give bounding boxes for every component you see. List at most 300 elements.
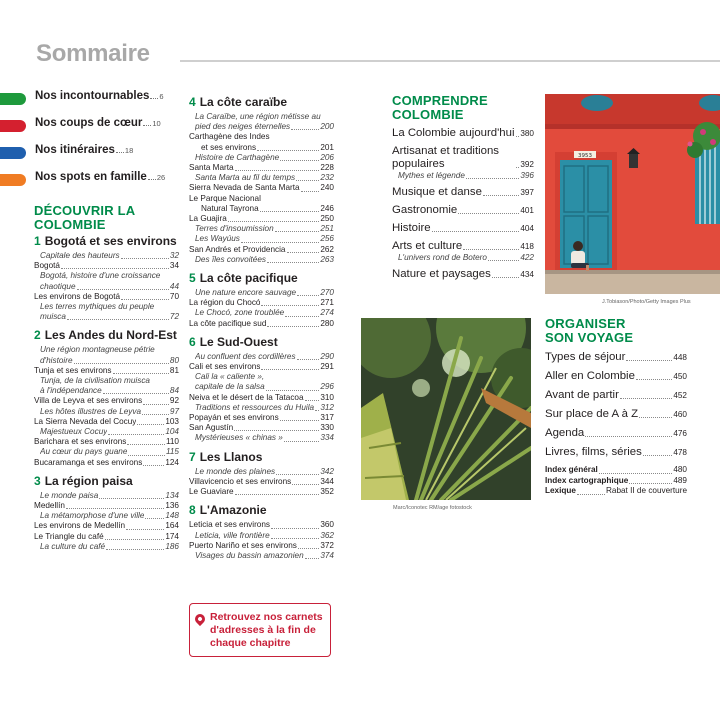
- understand-page: 397: [520, 188, 534, 198]
- toc-entry-page: 274: [320, 308, 334, 318]
- region-name: La côte caraïbe: [199, 95, 288, 109]
- index-page: 489: [673, 475, 687, 485]
- toc-entry-text: La Guajira: [189, 214, 227, 224]
- toc-leader: [271, 538, 320, 539]
- toc-entry: [189, 531, 334, 541]
- toc-entry-page: 124: [165, 457, 179, 467]
- toc-entry-text: Les Wayúus: [195, 234, 240, 244]
- photo-credit-2: Marc/Iconotec RM/age fotostock: [393, 505, 472, 511]
- organize-text: Types de séjour: [545, 351, 626, 363]
- toc-entry: [189, 433, 334, 443]
- toc-entry-page: 271: [320, 298, 334, 308]
- toc-entry-text: Une région montagneuse pétrie: [40, 345, 155, 355]
- toc-entry-text: Tunja, de la civilisation muisca: [40, 376, 150, 386]
- toc-leader: [103, 393, 169, 394]
- toc-entry-page: 240: [320, 183, 334, 193]
- toc-entry-text: Une nature encore sauvage: [195, 288, 297, 298]
- toc-leader: [298, 548, 319, 549]
- toc-entry-text: Le Guaviare: [189, 487, 234, 497]
- toc-leader: [145, 518, 164, 519]
- toc-entry-text: Le Chocó, zone troublée: [195, 308, 285, 318]
- toc-entry-page: 344: [320, 476, 334, 486]
- toc-leader: [66, 508, 164, 509]
- region-number: 7: [189, 449, 196, 464]
- toc-leader: [585, 436, 672, 437]
- understand-item: [392, 145, 534, 181]
- toc-entry-page: 186: [165, 541, 179, 551]
- toc-entry: [34, 366, 179, 376]
- toc-entry-page: 352: [320, 487, 334, 497]
- toc-entry: [189, 153, 334, 163]
- address-note-text: Retrouvez nos carnets d'adresses à la fin de chaque chapitre: [210, 611, 323, 649]
- tag-color-bar: [0, 147, 26, 159]
- toc-leader: [629, 483, 672, 484]
- region-number: 2: [34, 328, 41, 343]
- tag-label: [35, 117, 161, 129]
- door-photo: [545, 94, 720, 294]
- toc-entry-text: Histoire de Carthagène: [195, 152, 280, 162]
- understand-page: 404: [520, 224, 534, 234]
- region-number: 1: [34, 234, 41, 248]
- title-rule: [180, 60, 720, 62]
- toc-entry-text: Les environs de Medellín: [34, 521, 126, 531]
- toc-entry-page: 70: [169, 291, 179, 301]
- understand-item: [392, 127, 534, 140]
- toc-entry: [189, 319, 334, 329]
- toc-leader: [287, 252, 320, 253]
- toc-entry-text: Barichara et ses environs: [34, 437, 127, 447]
- toc-entry: [189, 234, 334, 244]
- regions-column-b: [189, 92, 334, 561]
- toc-entry-page: 115: [165, 447, 179, 457]
- toc-leader: [280, 160, 319, 161]
- toc-entry-page: 334: [320, 433, 334, 443]
- toc-entry-text: Villa de Leyva et ses environs: [34, 396, 143, 406]
- toc-entry-text: muisca: [40, 312, 66, 322]
- index-text: Index cartographique: [545, 475, 629, 485]
- understand-text: Musique et danse: [392, 186, 482, 199]
- toc-entry: [189, 122, 334, 132]
- toc-entry-text: La Caraïbe, une région métisse au: [195, 112, 321, 121]
- toc-leader: [284, 441, 320, 442]
- understand-list: [392, 127, 534, 281]
- organize-entry: [545, 408, 687, 421]
- toc-leader: [432, 231, 520, 232]
- toc-leader: [297, 295, 319, 296]
- toc-entry-text: Les terres mythiques du peuple: [40, 302, 155, 312]
- toc-leader: [257, 150, 319, 151]
- toc-entry: [189, 288, 334, 298]
- toc-leader: [271, 528, 319, 529]
- feature-tag: [0, 171, 176, 198]
- toc-entry-text: Majestueux Cocuy: [40, 427, 108, 437]
- toc-entry: [189, 467, 334, 477]
- toc-entry-text: Santa Marta au fil du temps: [195, 173, 296, 183]
- tag-color-bar: [0, 120, 26, 132]
- toc-leader: [620, 398, 672, 399]
- toc-leader: [235, 494, 320, 495]
- toc-entry: [189, 173, 334, 183]
- photo-credit-1: J.Tobiason/Photo/Getty Images Plus: [602, 299, 691, 305]
- toc-entry-text: Le Parque Nacional: [189, 193, 261, 203]
- organize-text: Sur place de A à Z: [545, 408, 639, 420]
- toc-entry: [34, 521, 179, 531]
- toc-entry-text: Capitale des hauteurs: [40, 251, 120, 260]
- index-entry: [545, 465, 687, 476]
- toc-leader: [266, 390, 320, 391]
- organize-text: Livres, films, séries: [545, 446, 642, 458]
- toc-entry-page: 246: [320, 203, 334, 213]
- toc-entry-page: 251: [320, 224, 334, 234]
- tag-page: 18: [124, 146, 134, 155]
- toc-entry-text: Visages du bassin amazonien: [195, 550, 304, 560]
- understand-subentry: [392, 171, 534, 181]
- understand-item: [392, 268, 534, 281]
- toc-leader: [77, 289, 169, 290]
- toc-leader: [305, 400, 320, 401]
- toc-entry: [189, 541, 334, 551]
- toc-entry: [189, 194, 334, 204]
- toc-entry: [189, 204, 334, 214]
- toc-entry: [34, 282, 179, 292]
- tag-color-bar: [0, 174, 26, 186]
- toc-leader: [297, 359, 320, 360]
- toc-entry-page: 342: [320, 466, 334, 476]
- organize-page: 448: [673, 353, 687, 362]
- toc-entry-text: Au confluent des cordillères: [195, 351, 296, 361]
- toc-leader: [61, 268, 169, 269]
- toc-entry-text: Les environs de Bogotá: [34, 291, 121, 301]
- region-heading: [34, 474, 179, 491]
- toc-entry-text: Bogotá, histoire d'une croissance: [40, 271, 161, 281]
- toc-entry-page: 228: [320, 163, 334, 173]
- organize-entry: [545, 427, 687, 440]
- toc-entry-page: 44: [169, 281, 179, 291]
- organize-entry: [545, 351, 687, 364]
- toc-entry: [189, 214, 334, 224]
- toc-entry: [189, 423, 334, 433]
- toc-entry-page: 174: [165, 531, 179, 541]
- toc-entry-text: Leticia, ville frontière: [195, 530, 270, 540]
- feature-tags: [0, 90, 176, 198]
- toc-leader: [267, 262, 319, 263]
- organize-page: 460: [673, 410, 687, 419]
- toc-entry-text: Terres d'insoumission: [195, 224, 274, 234]
- toc-entry-page: 97: [169, 406, 179, 416]
- toc-entry-page: 103: [165, 416, 179, 426]
- tag-leader: [150, 98, 158, 99]
- toc-entry-text: Bogotá: [34, 261, 60, 271]
- understand-entry: [392, 186, 534, 199]
- region-number: 3: [34, 473, 41, 488]
- bamboo-photo: [361, 318, 531, 500]
- bamboo-photo-image: [361, 318, 531, 500]
- toc-entry-text: Puerto Nariño et ses environs: [189, 540, 297, 550]
- map-pin-icon: [193, 612, 207, 626]
- toc-entry-page: 263: [320, 254, 334, 264]
- toc-leader: [241, 242, 319, 243]
- understand-page: 418: [520, 242, 534, 252]
- toc-leader: [643, 455, 672, 456]
- toc-leader: [516, 136, 520, 137]
- index-text: Lexique: [545, 486, 576, 495]
- toc-entry-text: Au cœur du pays guane: [40, 447, 128, 457]
- toc-entry: [189, 163, 334, 173]
- toc-entry-page: 296: [320, 382, 334, 392]
- toc-entry-page: 330: [320, 423, 334, 433]
- toc-entry-page: 81: [169, 365, 179, 375]
- toc-entry-text: Le Triangle du café: [34, 531, 104, 541]
- index-entry: [545, 476, 687, 487]
- understand-item: [392, 240, 534, 263]
- understand-entry: [392, 127, 534, 140]
- organize-title: ORGANISER SON VOYAGE: [545, 316, 634, 345]
- toc-entry: [189, 143, 334, 153]
- tag-color-bar: [0, 93, 26, 105]
- toc-entry-page: 92: [169, 396, 179, 406]
- understand-page: 434: [520, 270, 534, 280]
- tag-text: Nos itinéraires: [35, 144, 115, 156]
- toc-entry-page: 80: [169, 355, 179, 365]
- toc-leader: [639, 417, 672, 418]
- toc-entry-page: 362: [320, 530, 334, 540]
- toc-entry-text: Sierra Nevada de Santa Marta: [189, 183, 300, 193]
- toc-entry-text: Traditions et ressources du Huila: [195, 402, 315, 412]
- organize-page: 476: [673, 429, 687, 438]
- understand-subentry: [392, 253, 534, 263]
- toc-entry-text: d'histoire: [40, 355, 73, 365]
- understand-item: [392, 222, 534, 235]
- toc-entry: [34, 261, 179, 271]
- region-heading: [189, 335, 334, 352]
- toc-entry-page: 270: [320, 288, 334, 298]
- organize-page: 452: [673, 391, 687, 400]
- toc-leader: [121, 299, 169, 300]
- toc-entry: [34, 292, 179, 302]
- understand-entry: [392, 145, 534, 171]
- toc-entry-text: Des îles convoitées: [195, 254, 266, 264]
- region-name: Les Andes du Nord-Est: [44, 328, 177, 343]
- toc-entry: [34, 437, 179, 447]
- toc-entry: [189, 255, 334, 265]
- toc-entry: [189, 245, 334, 255]
- toc-entry-page: 104: [165, 427, 179, 437]
- understand-text: Gastronomie: [392, 204, 458, 217]
- understand-section: [392, 94, 534, 286]
- toc-leader: [626, 360, 672, 361]
- toc-entry-page: 206: [320, 152, 334, 162]
- tag-label: [35, 90, 164, 102]
- region-name: La côte pacifique: [199, 271, 298, 286]
- understand-page: 401: [520, 206, 534, 216]
- plate-number: 3953: [578, 153, 592, 159]
- toc-entry: [34, 271, 179, 281]
- toc-entry: [34, 356, 179, 366]
- toc-entry-page: 110: [165, 437, 179, 447]
- toc-leader: [636, 379, 672, 380]
- organize-entry: [545, 370, 687, 383]
- toc-leader: [296, 180, 319, 181]
- tag-text: Nos spots en famille: [35, 171, 147, 183]
- region-name: La région paisa: [44, 473, 133, 488]
- toc-leader: [285, 316, 319, 317]
- toc-entry-page: 317: [320, 413, 334, 423]
- toc-entry-page: 200: [320, 122, 334, 132]
- toc-entry: [34, 491, 179, 501]
- toc-leader: [108, 434, 164, 435]
- toc-entry: [189, 477, 334, 487]
- toc-leader: [261, 369, 319, 370]
- toc-entry-text: pied des neiges éternelles: [195, 122, 291, 132]
- toc-leader: [488, 260, 519, 261]
- toc-entry-text: La Sierra Nevada del Cocuy: [34, 416, 137, 426]
- toc-entry: [34, 417, 179, 427]
- understand-text: Histoire: [392, 222, 431, 235]
- toc-entry: [189, 403, 334, 413]
- toc-entry: [34, 396, 179, 406]
- understand-text: Artisanat et traditions populaires: [392, 145, 499, 170]
- toc-entry-page: 134: [165, 490, 179, 500]
- toc-entry: [189, 520, 334, 530]
- understand-text: Nature et paysages: [392, 268, 491, 281]
- toc-leader: [458, 213, 519, 214]
- discover-section: [34, 204, 179, 552]
- toc-entry: [189, 487, 334, 497]
- toc-entry: [34, 427, 179, 437]
- region-heading: [34, 328, 179, 345]
- regions-column-a: [34, 234, 179, 552]
- toc-entry-text: chaotique: [40, 281, 76, 291]
- discover-title: DÉCOUVRIR LA COLOMBIE: [34, 203, 135, 232]
- organize-page: 478: [673, 448, 687, 457]
- toc-entry-text: Leticia et ses environs: [189, 520, 271, 530]
- region-number: 5: [189, 271, 196, 286]
- toc-entry: [189, 551, 334, 561]
- toc-leader: [113, 373, 169, 374]
- understand-text: La Colombie aujourd'hui: [392, 127, 515, 139]
- toc-leader: [292, 484, 319, 485]
- region-heading: [189, 450, 334, 467]
- toc-entry: [189, 308, 334, 318]
- understand-item: [392, 204, 534, 217]
- tag-leader: [143, 125, 151, 126]
- toc-entry-text: Carthagène des Indes: [189, 132, 270, 142]
- region-heading: [189, 503, 334, 520]
- page-title: Sommaire: [36, 40, 150, 67]
- region-number: 4: [189, 95, 196, 109]
- toc-entry: [34, 386, 179, 396]
- toc-entry-text: et ses environs: [201, 142, 257, 152]
- toc-entry: [34, 376, 179, 386]
- understand-text: Arts et culture: [392, 240, 463, 253]
- toc-entry: [34, 447, 179, 457]
- region-heading: [189, 271, 334, 288]
- toc-entry: [189, 362, 334, 372]
- toc-leader: [228, 221, 320, 222]
- region-name: Le Sud-Ouest: [199, 334, 278, 349]
- toc-entry-text: Popayán et ses environs: [189, 413, 279, 423]
- organize-list: [545, 351, 687, 459]
- toc-entry-page: 32: [169, 251, 179, 260]
- toc-entry-page: 262: [320, 244, 334, 254]
- toc-entry-text: San Andrés et Providencia: [189, 244, 286, 254]
- toc-leader: [599, 473, 673, 474]
- toc-leader: [516, 167, 519, 168]
- organize-entry: [545, 446, 687, 459]
- toc-entry-text: Le monde paisa: [40, 490, 99, 500]
- toc-leader: [492, 277, 520, 278]
- organize-text: Agenda: [545, 427, 585, 439]
- toc-entry-page: 148: [165, 511, 179, 521]
- region-number: 6: [189, 334, 196, 349]
- toc-leader: [466, 178, 519, 179]
- toc-entry-text: La culture du café: [40, 541, 106, 551]
- toc-leader: [261, 305, 319, 306]
- toc-entry-page: 136: [165, 501, 179, 511]
- region-heading: [34, 234, 179, 251]
- toc-leader: [74, 363, 169, 364]
- toc-leader: [234, 430, 319, 431]
- toc-leader: [99, 498, 164, 499]
- toc-entry-page: 232: [320, 173, 334, 183]
- toc-leader: [127, 444, 165, 445]
- tag-page: 6: [159, 92, 164, 101]
- toc-entry-page: 250: [320, 214, 334, 224]
- toc-entry: [189, 183, 334, 193]
- toc-leader: [106, 549, 164, 550]
- toc-entry: [189, 112, 334, 122]
- toc-leader: [235, 170, 320, 171]
- index-list: [545, 465, 687, 497]
- region-name: Les Llanos: [199, 449, 263, 464]
- toc-entry: [189, 298, 334, 308]
- index-page: 480: [673, 465, 687, 474]
- toc-entry-text: Mystérieuses « chinas »: [195, 433, 283, 443]
- tag-page: 26: [156, 173, 166, 182]
- understand-item: [392, 186, 534, 199]
- toc-entry: [34, 251, 179, 261]
- toc-entry-page: 201: [320, 142, 334, 152]
- toc-entry-page: 312: [320, 402, 334, 412]
- toc-entry-text: Villavicencio et ses environs: [189, 476, 292, 486]
- toc-leader: [121, 258, 169, 259]
- toc-leader: [128, 455, 165, 456]
- toc-entry-text: La région du Chocó: [189, 298, 261, 308]
- toc-entry: [189, 393, 334, 403]
- toc-entry: [34, 501, 179, 511]
- toc-leader: [143, 404, 169, 405]
- toc-leader: [260, 211, 320, 212]
- toc-entry-page: 374: [320, 550, 334, 560]
- organize-text: Avant de partir: [545, 389, 619, 401]
- toc-entry: [34, 345, 179, 355]
- toc-entry: [34, 407, 179, 417]
- toc-entry: [34, 511, 179, 521]
- tag-page: 10: [152, 119, 161, 128]
- toc-entry: [34, 532, 179, 542]
- toc-entry-text: capitale de la salsa: [195, 382, 265, 392]
- toc-entry-page: 291: [320, 362, 334, 372]
- toc-leader: [301, 191, 320, 192]
- toc-leader: [143, 465, 164, 466]
- region-name: L'Amazonie: [199, 503, 267, 518]
- tag-text: Nos coups de cœur: [35, 117, 143, 129]
- toc-leader: [577, 494, 605, 495]
- toc-leader: [305, 558, 320, 559]
- toc-entry-page: 164: [165, 521, 179, 531]
- address-note-box: [189, 603, 331, 657]
- understand-title: COMPRENDRE COLOMBIE: [392, 93, 488, 122]
